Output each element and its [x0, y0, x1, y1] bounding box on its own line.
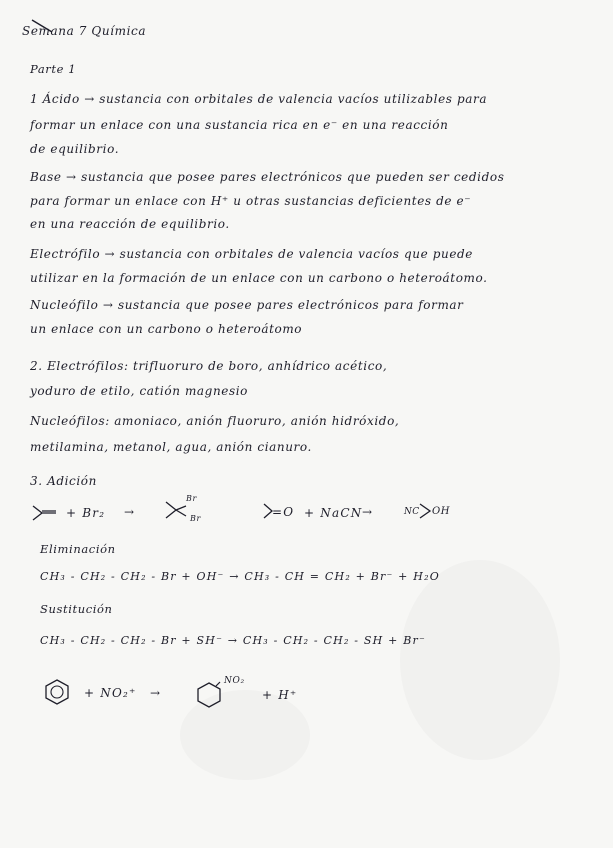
proton-product: + H⁺	[262, 688, 298, 702]
elimination-heading: Eliminación	[40, 542, 116, 556]
nitronium-reagent: + NO₂⁺	[84, 686, 137, 700]
base-definition-line: Base → sustancia que posee pares electrónicos que pueden ser cedidos	[30, 170, 505, 184]
nucleophile-definition-line: Nucleófilo → sustancia que posee pares electrónicos para formar	[30, 298, 464, 312]
bromine-label: Br	[190, 514, 201, 523]
acid-definition-line: 1 Ácido → sustancia con orbitales de valencia vacíos utilizables para	[30, 92, 488, 106]
electrophiles-list-line: 2. Electrófilos: trifluoruro de boro, anhídrico acético,	[30, 359, 388, 373]
cyanohydrin-nitrile: NC	[404, 507, 420, 517]
addition-reagent: + Br₂	[66, 506, 106, 520]
elimination-equation: CH₃ - CH₂ - CH₂ - Br + OH⁻ → CH₃ - CH = CH₂ + Br⁻ + H₂O	[40, 570, 440, 583]
nucleophiles-list-line: Nucleófilos: amoniaco, anión fluoruro, anión hidróxido,	[30, 414, 400, 428]
reaction-arrow: →	[124, 505, 136, 519]
dibromide-structure-icon	[164, 496, 188, 522]
cyanohydrin-hydroxyl: OH	[432, 506, 451, 517]
benzene-ring-icon	[44, 678, 70, 706]
substitution-equation: CH₃ - CH₂ - CH₂ - Br + SH⁻ → CH₃ - CH₂ - CH₂ - SH + Br⁻	[40, 634, 426, 647]
bromine-label: Br	[186, 494, 197, 503]
base-definition-line: en una reacción de equilibrio.	[30, 217, 230, 231]
nucleophiles-list-line: metilamina, metanol, agua, anión cianuro.	[30, 440, 312, 454]
alkene-structure-icon	[30, 502, 60, 524]
ketone-carbonyl: =O	[272, 505, 295, 519]
paper-stain	[400, 560, 560, 760]
page-title: Semana 7 Química	[22, 24, 147, 38]
electrophiles-list-line: yoduro de etilo, catión magnesio	[30, 384, 249, 398]
addition-heading: 3. Adición	[30, 474, 97, 488]
acid-definition-line: de equilibrio.	[30, 142, 120, 156]
base-definition-line: para formar un enlace con H⁺ u otras sustancias deficientes de e⁻	[30, 194, 472, 208]
substitution-heading: Sustitución	[40, 602, 113, 616]
acid-definition-line: formar un enlace con una sustancia rica en e⁻ en una reacción	[30, 118, 449, 132]
cyanide-reagent: + NaCN	[304, 506, 363, 520]
electrophile-definition-line: Electrófilo → sustancia con orbitales de valencia vacíos que puede	[30, 247, 473, 261]
electrophile-definition-line: utilizar en la formación de un enlace con un carbono o heteroátomo.	[30, 271, 488, 285]
nitrobenzene-ring-icon	[196, 680, 222, 708]
part-heading: Parte 1	[30, 62, 77, 76]
reaction-arrow: →	[362, 505, 374, 519]
nitro-group-label: NO₂	[224, 676, 245, 686]
nucleophile-definition-line: un enlace con un carbono o heteroátomo	[30, 322, 303, 336]
reaction-arrow: →	[150, 686, 162, 700]
